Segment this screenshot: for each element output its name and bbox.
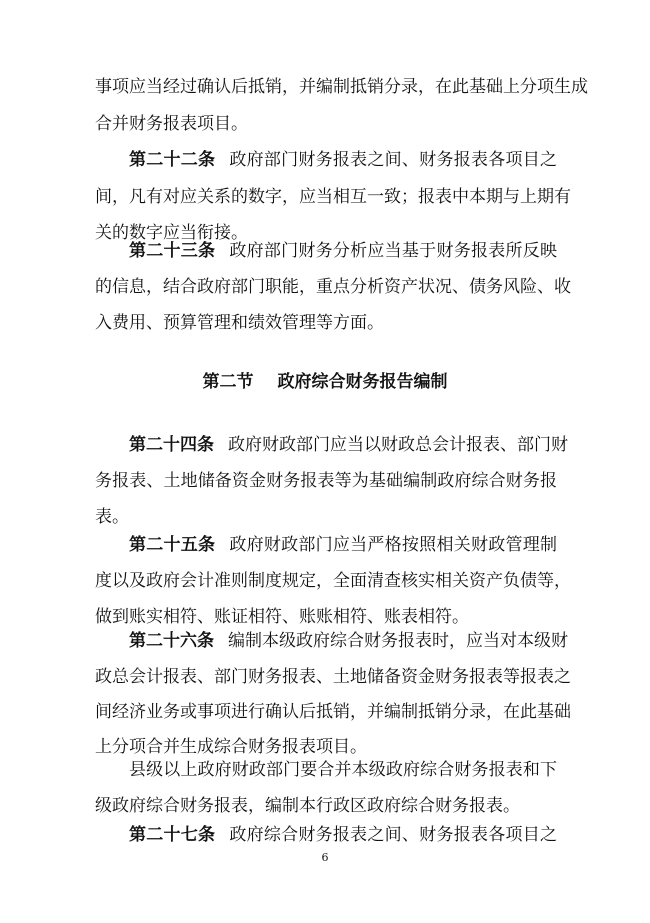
text-line: 入费用、预算管理和绩效管理等方面。 [95, 313, 384, 333]
article-27: 第二十七条 政府综合财务报表之间、财务报表各项目之 [129, 825, 558, 845]
section-title: 政府综合财务报告编制 [277, 372, 448, 392]
text-line: 级政府综合财务报表，编制本行政区政府综合财务报表。 [95, 796, 520, 816]
text-line: 间经济业务或事项进行确认后抵销，并编制抵销分录，在此基础 [95, 702, 571, 722]
article-23: 第二十三条 政府部门财务分析应当基于财务报表所反映 [129, 241, 558, 261]
article-24: 第二十四条 政府财政部门应当以财政总会计报表、部门财 [129, 435, 568, 455]
article-number: 第二十五条 [129, 535, 216, 555]
text-line: 表。 [95, 507, 129, 527]
article-number: 第二十四条 [129, 435, 214, 455]
text-line: 度以及政府会计准则制度规定，全面清查核实相关资产负债等， [95, 571, 571, 591]
article-number: 第二十三条 [129, 241, 216, 261]
section-label: 第二节 [202, 372, 254, 392]
text-line: 做到账实相符、账证相符、账账相符、账表相符。 [95, 607, 469, 627]
article-22: 第二十二条 政府部门财务报表之间、财务报表各项目之 [129, 150, 558, 170]
article-25: 第二十五条 政府财政部门应当严格按照相关财政管理制 [129, 535, 558, 555]
text-line: 上分项合并生成综合财务报表项目。 [95, 737, 367, 757]
text-line: 合并财务报表项目。 [95, 114, 248, 134]
article-number: 第二十七条 [129, 825, 216, 845]
paragraph-county: 县级以上政府财政部门要合并本级政府综合财务报表和下 [129, 760, 557, 780]
text-line: 政总会计报表、部门财务报表、土地储备资金财务报表等报表之 [95, 667, 571, 687]
text-line: 务报表、土地储备资金财务报表等为基础编制政府综合财务报 [95, 471, 557, 491]
section-heading [0, 372, 650, 392]
article-26: 第二十六条 编制本级政府综合财务报表时，应当对本级财 [129, 631, 568, 651]
text-line: 关的数字应当衔接。 [95, 223, 248, 243]
article-number: 第二十二条 [129, 150, 216, 170]
article-number: 第二十六条 [129, 631, 214, 651]
page-number: 6 [321, 851, 329, 864]
text-line: 事项应当经过确认后抵销，并编制抵销分录，在此基础上分项生成 [95, 77, 588, 97]
text-line: 的信息，结合政府部门职能，重点分析资产状况、债务风险、收 [95, 277, 571, 297]
text-line: 间，凡有对应关系的数字，应当相互一致；报表中本期与上期有 [95, 187, 571, 207]
